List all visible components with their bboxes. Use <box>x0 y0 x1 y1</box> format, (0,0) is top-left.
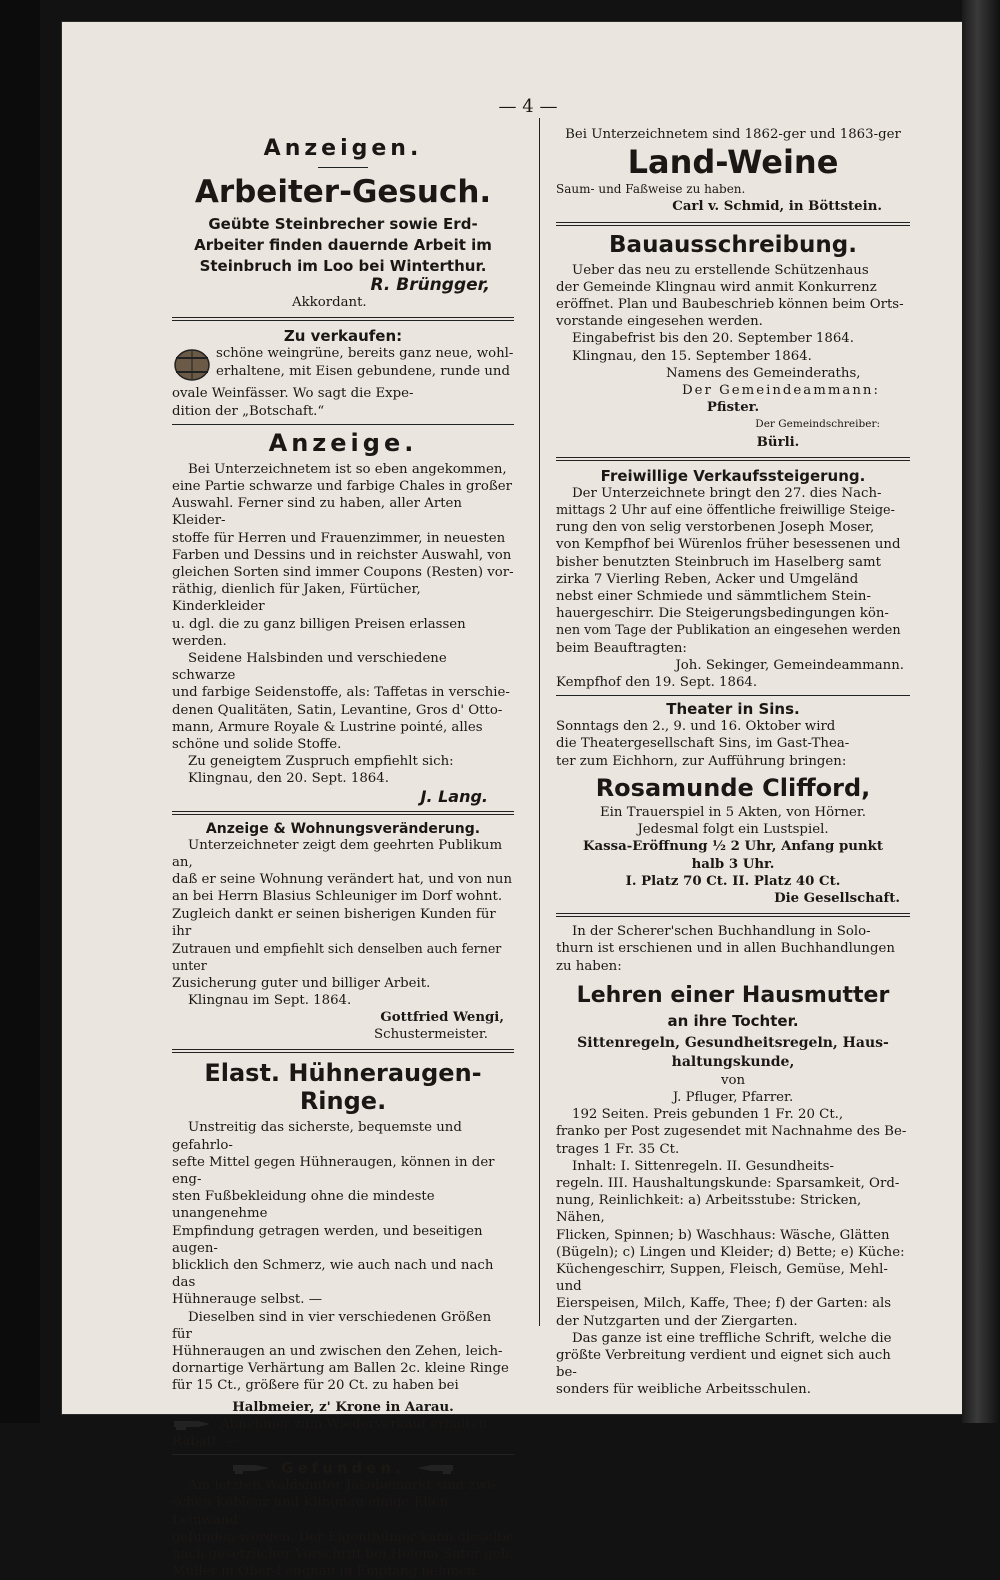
ad-line: Das ganze ist eine treffliche Schrift, welche die <box>572 1330 892 1346</box>
ad-line: Arbeiter finden dauernde Arbeit im <box>194 236 492 254</box>
ad-line: bisher benutzten Steinbruch im Haselberg samt <box>556 554 882 570</box>
barrel-icon <box>172 345 212 385</box>
ad-line: erhaltene, mit Eisen gebundene, runde und <box>216 363 510 379</box>
ad-line: Müller in Ober-Lengnau in Empfang nehmen. <box>172 1564 480 1580</box>
ad-anzeige <box>172 429 514 805</box>
ad-line: schöne und solide Stoffe. <box>172 737 342 753</box>
ad-line: Namens des Gemeinderaths, <box>666 365 861 381</box>
ad-line: Abnehmer zum Wiederverkauf erhalten <box>220 1416 488 1432</box>
ad-line: mittags 2 Uhr auf eine öffentliche freiwillige Steige- <box>556 503 895 519</box>
separator <box>556 913 910 917</box>
ad-line: gleichen Sorten sind immer Coupons (Resten) vor- <box>172 565 514 581</box>
ad-line: sefte Mittel gegen Hühneraugen, können in der eng- <box>172 1154 495 1187</box>
ad-line: sten Fußbekleidung ohne die mindeste unangenehme <box>172 1189 435 1222</box>
ad-line: I. Platz 70 Ct. II. Platz 40 Ct. <box>625 873 841 889</box>
ad-line: Sonntags den 2., 9. und 16. Oktober wird <box>556 719 836 735</box>
ad-line: sonders für weibliche Arbeitsschulen. <box>556 1382 811 1398</box>
book-subtitle: an ihre Tochter. <box>667 1011 799 1030</box>
ad-title: Arbeiter-Gesuch. <box>194 174 492 210</box>
ad-line: nen vom Tage der Publikation an eingesehen werden <box>556 623 901 639</box>
ad-line: Ein Trauerspiel in 5 Akten, von Hörner. <box>599 804 867 820</box>
ad-line: denen Qualitäten, Satin, Levantine, Gros d' Otto- <box>172 702 503 718</box>
book-author: J. Pfluger, Pfarrer. <box>672 1089 794 1105</box>
ad-line: der Nutzgarten und der Ziergarten. <box>556 1313 798 1329</box>
ad-line: dition der „Botschaft.“ <box>172 403 325 419</box>
separator <box>556 222 910 226</box>
ad-gefunden <box>172 1459 514 1580</box>
ad-line: Hühneraugen an und zwischen den Zehen, leich- <box>172 1343 503 1359</box>
ad-line: Seidene Halsbinden und verschiedene schwarze <box>172 651 447 684</box>
ad-line: Klingnau im Sept. 1864. <box>188 992 352 1008</box>
ad-line: eröffnet. Plan und Baubeschrieb können beim Orts- <box>556 297 904 313</box>
ad-huehneraugen-ringe <box>172 1059 514 1450</box>
ad-line: die Theatergesellschaft Sins, im Gast-Thea- <box>556 736 850 752</box>
ad-line: dornartige Verhärtung am Ballen 2c. kleine Ringe <box>172 1361 509 1377</box>
ad-line: Zutrauen und empfiehlt sich denselben auch ferner unter <box>172 941 502 974</box>
ad-line: ovale Weinfässer. Wo sagt die Expe- <box>172 386 414 402</box>
ad-line: Küchengeschirr, Suppen, Fleisch, Gemüse, Mehl- und <box>556 1261 888 1295</box>
ad-buch <box>556 923 910 1398</box>
ad-verkaufssteigerung <box>556 467 910 691</box>
ad-line: Eingabefrist bis den 20. September 1864. <box>572 331 854 347</box>
ad-line: Halbmeier, z' Krone in Aarau. <box>232 1399 454 1415</box>
ad-line: schöne weingrüne, bereits ganz neue, wohl- <box>216 346 514 362</box>
separator <box>172 1454 514 1455</box>
ad-line: Inhalt: I. Sittenregeln. II. Gesundheits- <box>572 1158 834 1174</box>
ad-line: Empfindung getragen werden, und beseitigen augen- <box>172 1223 483 1256</box>
right-column <box>556 126 910 1399</box>
ad-signature: R. Brüngger, <box>370 275 490 295</box>
title-rule <box>318 167 368 168</box>
ad-line: Bei Unterzeichnetem ist so eben angekommen, <box>188 461 507 477</box>
ad-line: daß er seine Wohnung verändert hat, und von nun <box>172 872 513 888</box>
ad-role: Schustermeister. <box>374 1027 488 1043</box>
ad-line: ter zum Eichhorn, zur Aufführung bringen: <box>556 753 847 769</box>
ad-line: Geübte Steinbrecher sowie Erd- <box>208 215 478 233</box>
ad-line: zu haben: <box>556 958 622 974</box>
ad-line: Hühnerauge selbst. — <box>172 1292 322 1308</box>
pointing-hand-icon <box>172 1416 212 1432</box>
book-title: Lehren einer Hausmutter <box>576 982 890 1008</box>
ad-zu-verkaufen <box>172 327 514 419</box>
scan-left-edge <box>0 0 40 1423</box>
ad-line: vorstande eingesehen werden. <box>556 314 763 330</box>
ad-line: Unterzeichneter zeigt dem geehrten Publikum an, <box>172 837 503 871</box>
ad-line: Flicken, Spinnen; b) Waschhaus: Wäsche, Glätten <box>556 1227 890 1243</box>
ad-title: Theater in Sins. <box>666 700 800 719</box>
column-divider <box>539 118 540 1326</box>
ad-line: Rabatt. — <box>172 1433 240 1449</box>
ad-line: mann, Armure Royale & Lustrine pointé, alles <box>172 719 483 735</box>
ad-line: gefunden worden. Der Eigenthümer kann dieselbe <box>172 1529 514 1545</box>
ad-line: schen Koblenz und Klingnau einige Ellen Leinwand <box>172 1495 449 1528</box>
ad-line: Ueber das neu zu erstellende Schützenhaus <box>572 262 869 278</box>
ad-line: halb 3 Uhr. <box>691 856 775 872</box>
ad-title: Gefunden. <box>281 1459 405 1478</box>
pointing-hand-icon <box>231 1461 271 1475</box>
ad-line: Klingnau, den 15. September 1864. <box>572 348 812 364</box>
separator <box>556 695 910 696</box>
ad-signature: Pfister. <box>706 400 760 416</box>
separator <box>172 424 514 425</box>
separator <box>172 317 514 321</box>
ad-line: Farben und Dessins und in reichster Auswahl, von <box>172 547 512 563</box>
ad-line: rung den von selig verstorbenen Joseph Moser, <box>556 520 875 536</box>
ad-signature: Gottfried Wengi, <box>380 1009 504 1025</box>
ad-line: Bei Unterzeichnetem sind 1862-ger und 1863-ger <box>565 127 901 142</box>
ad-line: für 15 Ct., größere für 20 Ct. zu haben bei <box>172 1378 459 1394</box>
ad-line: stoffe für Herren und Frauenzimmer, in neuesten <box>172 530 506 546</box>
ad-title: Elast. Hühneraugen-Ringe. <box>204 1059 482 1116</box>
ad-line: trages 1 Fr. 35 Ct. <box>556 1141 680 1157</box>
ad-line: Zu geneigtem Zuspruch empfiehlt sich: <box>188 754 454 770</box>
ad-theater <box>556 700 910 907</box>
ad-line: Der Unterzeichnete bringt den 27. dies Nach- <box>572 485 882 501</box>
pointing-hand-icon <box>415 1461 455 1475</box>
ad-line: u. dgl. die zu ganz billigen Preisen erlassen werden. <box>172 616 466 649</box>
book-spine <box>962 0 1000 1423</box>
ad-signature: Die Gesellschaft. <box>774 890 900 906</box>
ad-line: (Bügeln); c) Lingen und Kleider; d) Bette; e) Küche: <box>556 1244 905 1260</box>
ad-title: Bauausschreibung. <box>609 231 857 258</box>
ad-land-weine <box>556 126 910 216</box>
ad-signature: J. Lang. <box>420 786 488 806</box>
separator <box>556 457 910 461</box>
ad-line: von Kempfhof bei Würenlos früher besessenen und <box>556 537 901 553</box>
ad-line: regeln. III. Haushaltungskunde: Sparsamkeit, Ord- <box>556 1175 900 1191</box>
ad-line: Saum- und Faßweise zu haben. <box>556 182 746 197</box>
ad-line: der Gemeinde Klingnau wird anmit Konkurrenz <box>556 279 877 295</box>
ad-line: Kassa-Eröffnung ½ 2 Uhr, Anfang punkt <box>583 839 883 855</box>
ad-line: nach gesetzlicher Vorschrift bei Helena Suter geb. <box>172 1546 514 1562</box>
ad-line: Klingnau, den 20. Sept. 1864. <box>188 771 389 787</box>
section-title: Anzeigen. <box>263 136 423 161</box>
ad-line: Sittenregeln, Gesundheitsregeln, Haus- <box>577 1034 889 1051</box>
ad-line: thurn ist erschienen und in allen Buchhandlungen <box>556 941 895 957</box>
ad-title: Freiwillige Verkaufssteigerung. <box>600 466 866 485</box>
ad-line: Am letzten Waldshuter Jakobemarkt sind zwi- <box>188 1478 496 1494</box>
ad-line: In der Scherer'schen Buchhandlung in Solo- <box>572 924 871 940</box>
ad-line: 192 Seiten. Preis gebunden 1 Fr. 20 Ct., <box>572 1107 844 1123</box>
ad-title: Land-Weine <box>627 143 839 182</box>
separator <box>172 1049 514 1053</box>
ad-title: Anzeige. <box>268 428 418 457</box>
ad-line: Zusicherung guter und billiger Arbeit. <box>172 975 431 991</box>
ad-line: Jedesmal folgt ein Lustspiel. <box>637 822 829 838</box>
ad-line: Kempfhof den 19. Sept. 1864. <box>556 675 758 691</box>
left-column <box>172 136 514 1580</box>
ad-wohnung <box>172 821 514 1043</box>
ad-line: zirka 7 Vierling Reben, Acker und Umgeländ <box>556 571 859 587</box>
ad-line: von <box>720 1072 746 1088</box>
ad-line: Unstreitig das sicherste, bequemste und gefahrlo- <box>172 1120 462 1153</box>
ad-signature: Joh. Sekinger, Gemeindeammann. <box>675 657 904 673</box>
ad-bauausschreibung <box>556 232 910 451</box>
ad-line: franko per Post zugesendet mit Nachnahme des Be- <box>556 1124 907 1140</box>
ad-line: Der Gemeindeammann: <box>682 383 880 399</box>
play-title: Rosamunde Clifford, <box>595 773 871 802</box>
ad-line: und farbige Seidenstoffe, als: Taffetas in verschie- <box>172 685 510 701</box>
ad-arbeiter-gesuch <box>172 174 514 311</box>
page-number: — 4 — <box>498 96 558 117</box>
ad-signature: Carl v. Schmid, in Böttstein. <box>672 199 882 215</box>
ad-line: beim Beauftragten: <box>556 640 687 656</box>
ad-line: Zugleich dankt er seinen bisherigen Kunden für ihr <box>172 906 496 939</box>
ad-line: Auswahl. Ferner sind zu haben, aller Arten Kleider- <box>172 496 462 529</box>
separator <box>172 811 514 815</box>
ad-line: eine Partie schwarze und farbige Chales in großer <box>172 479 513 495</box>
ad-line: Eierspeisen, Milch, Kaffe, Thee; f) der Garten: als <box>556 1296 892 1312</box>
ad-line: nung, Reinlichkeit: a) Arbeitsstube: Stricken, Nähen, <box>556 1193 862 1226</box>
ad-title: Zu verkaufen: <box>283 327 403 346</box>
ad-line: hauergeschirr. Die Steigerungsbedingungen kön- <box>556 606 889 622</box>
ad-signature: Bürli. <box>756 434 800 450</box>
ad-line: Dieselben sind in vier verschiedenen Größen für <box>172 1309 492 1342</box>
ad-line: größte Verbreitung verdient und eignet sich auch be- <box>556 1347 891 1381</box>
ad-line: nebst einer Schmiede und sämmtlichem Stein- <box>556 589 871 605</box>
ad-line: Steinbruch im Loo bei Winterthur. <box>199 257 487 275</box>
ad-line: an bei Herrn Blasius Schleuniger im Dorf wohnt. <box>172 889 503 905</box>
ad-line: haltungskunde, <box>671 1053 795 1070</box>
ad-line: blicklich den Schmerz, wie auch nach und nach das <box>172 1257 494 1291</box>
ad-line: räthig, dienlich für Jaken, Fürtücher, Kinderkleider <box>172 582 421 615</box>
ad-title: Anzeige & Wohnungsveränderung. <box>205 820 481 837</box>
ad-role: Akkordant. <box>292 295 367 311</box>
ad-role: Der Gemeindschreiber: <box>755 418 880 431</box>
